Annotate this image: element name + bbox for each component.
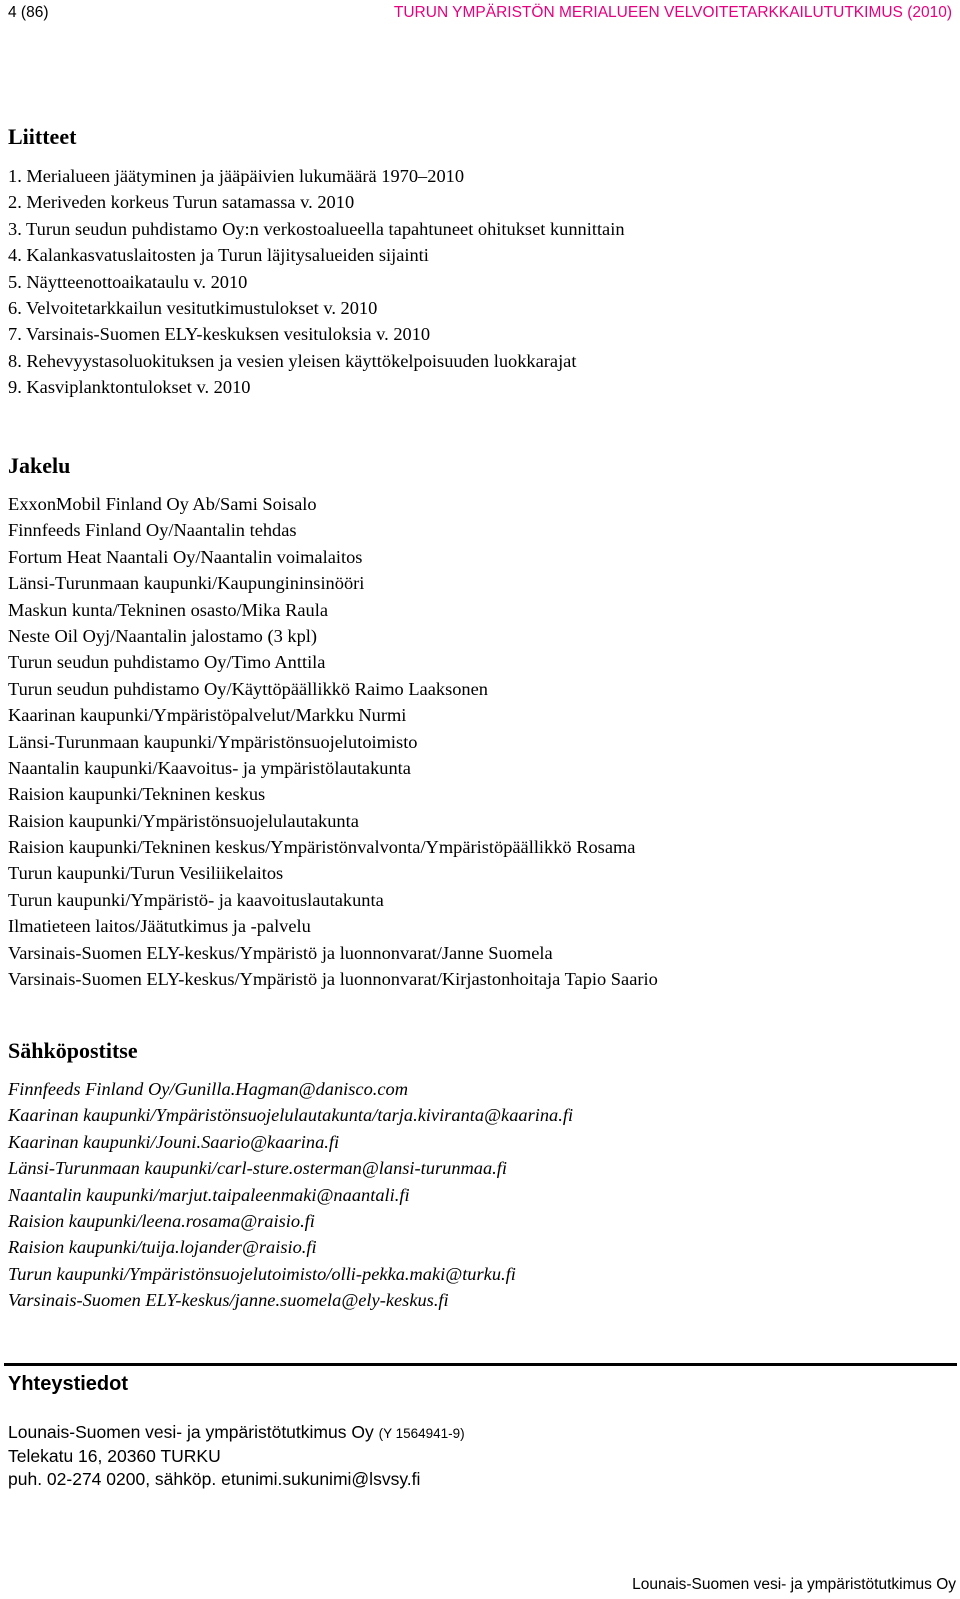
list-item: 4. Kalankasvatuslaitosten ja Turun läjitysalueiden sijainti [8,245,429,266]
liitteet-list [8,163,625,401]
email-item: Finnfeeds Finland Oy/Gunilla.Hagman@danisco.com [8,1079,409,1099]
list-item: 6. Velvoitetarkkailun vesitutkimustulokset v. 2010 [8,297,378,318]
list-item: Raision kaupunki/Tekninen keskus/Ympäristönvalvonta/Ympäristöpäällikkö Rosama [8,837,636,858]
page-header [8,4,952,26]
list-item: Fortum Heat Naantali Oy/Naantalin voimalaitos [8,546,363,567]
list-item: 5. Näytteenottoaikataulu v. 2010 [8,271,248,292]
list-item: Neste Oil Oyj/Naantalin jalostamo (3 kpl) [8,625,317,646]
email-item: Länsi-Turunmaan kaupunki/carl-sture.osterman@lansi-turunmaa.fi [8,1158,507,1179]
list-item: Varsinais-Suomen ELY-keskus/Ympäristö ja luonnonvarat/Janne Suomela [8,942,553,963]
email-item: Naantalin kaupunki/marjut.taipaleenmaki@naantali.fi [8,1184,410,1205]
list-item: Turun seudun puhdistamo Oy/Käyttöpäällikkö Raimo Laaksonen [8,678,488,699]
list-item: Varsinais-Suomen ELY-keskus/Ympäristö ja luonnonvarat/Kirjastonhoitaja Tapio Saario [8,969,658,990]
list-item: 1. Merialueen jäätyminen ja jääpäivien lukumäärä 1970–2010 [8,166,465,186]
contact-address: Telekatu 16, 20360 TURKU [8,1445,221,1466]
list-item: 8. Rehevyystasoluokituksen ja vesien yleisen käyttökelpoisuuden luokkarajat [8,350,577,371]
list-item: Länsi-Turunmaan kaupunki/Ympäristönsuojelutoimisto [8,731,418,752]
list-item: Länsi-Turunmaan kaupunki/Kaupungininsinööri [8,573,365,594]
contact-phone-email: puh. 02-274 0200, sähköp. etunimi.sukunimi@lsvsy.fi [8,1469,421,1489]
list-item: ExxonMobil Finland Oy Ab/Sami Soisalo [8,494,317,514]
list-item: Turun kaupunki/Turun Vesiliikelaitos [8,863,284,884]
section-divider [4,1363,957,1366]
list-item: Turun kaupunki/Ympäristö- ja kaavoituslautakunta [8,889,384,910]
yhteystiedot-heading: Yhteystiedot [8,1373,129,1395]
list-item: Ilmatieteen laitos/Jäätutkimus ja -palvelu [8,916,311,937]
page-footer: Lounais-Suomen vesi- ja ympäristötutkimus Oy [632,1576,956,1593]
list-item: 3. Turun seudun puhdistamo Oy:n verkostoalueella tapahtuneet ohitukset kunnittain [8,218,625,239]
email-item: Kaarinan kaupunki/Ympäristönsuojelulautakunta/tarja.kiviranta@kaarina.fi [8,1105,574,1126]
contact-company: Lounais-Suomen vesi- ja ympäristötutkimus Oy [8,1422,374,1442]
list-item: Kaarinan kaupunki/Ympäristöpalvelut/Markku Nurmi [8,705,407,726]
sahkopostitse-list [8,1076,573,1314]
email-item: Kaarinan kaupunki/Jouni.Saario@kaarina.fi [8,1131,340,1152]
list-item: 2. Meriveden korkeus Turun satamassa v. 2010 [8,192,355,213]
list-item: Maskun kunta/Tekninen osasto/Mika Raula [8,599,328,620]
list-item: Raision kaupunki/Tekninen keskus [8,784,266,805]
contact-company-line [8,1421,465,1445]
list-item: Naantalin kaupunki/Kaavoitus- ja ympäristölautakunta [8,757,411,778]
business-id: (Y 1564941-9) [378,1426,465,1441]
email-item: Raision kaupunki/leena.rosama@raisio.fi [8,1210,315,1231]
jakelu-heading: Jakelu [8,453,71,478]
sahkopostitse-heading: Sähköpostitse [8,1038,138,1063]
list-item: Raision kaupunki/Ympäristönsuojelulautakunta [8,810,359,831]
list-item: 7. Varsinais-Suomen ELY-keskuksen vesituloksia v. 2010 [8,324,431,345]
email-item: Raision kaupunki/tuija.lojander@raisio.fi [8,1237,317,1258]
email-item: Varsinais-Suomen ELY-keskus/janne.suomela@ely-keskus.fi [8,1290,449,1311]
list-item: Finnfeeds Finland Oy/Naantalin tehdas [8,520,297,541]
jakelu-list [8,491,658,992]
list-item: 9. Kasviplanktontulokset v. 2010 [8,377,251,398]
list-item: Turun seudun puhdistamo Oy/Timo Anttila [8,652,326,673]
page-number: 4 (86) [8,4,49,21]
liitteet-heading: Liitteet [8,124,77,149]
email-item: Turun kaupunki/Ympäristönsuojelutoimisto/olli-pekka.maki@turku.fi [8,1263,516,1284]
contact-block [8,1421,465,1492]
running-title: TURUN YMPÄRISTÖN MERIALUEEN VELVOITETARKKAILUTUTKIMUS (2010) [393,4,952,21]
